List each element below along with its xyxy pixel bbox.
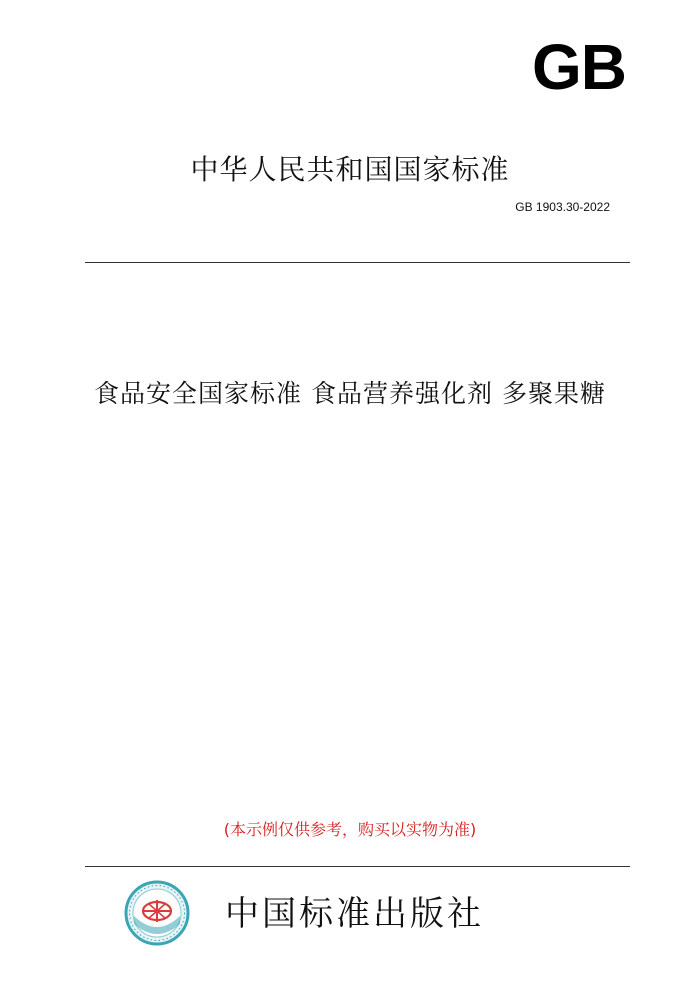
standard-number: GB 1903.30-2022 — [515, 200, 610, 214]
sample-disclaimer: (本示例仅供参考，购买以实物为准) — [223, 820, 477, 839]
gb-logo: GB — [532, 31, 626, 103]
standard-type-heading: 中华人民共和国国家标准 — [190, 153, 510, 186]
bottom-divider — [85, 866, 630, 867]
top-divider — [85, 262, 630, 263]
publisher-seal-icon — [124, 880, 190, 946]
document-title: 食品安全国家标准 食品营养强化剂 多聚果糖 — [94, 379, 606, 408]
publisher-name: 中国标准出版社 — [225, 894, 484, 934]
